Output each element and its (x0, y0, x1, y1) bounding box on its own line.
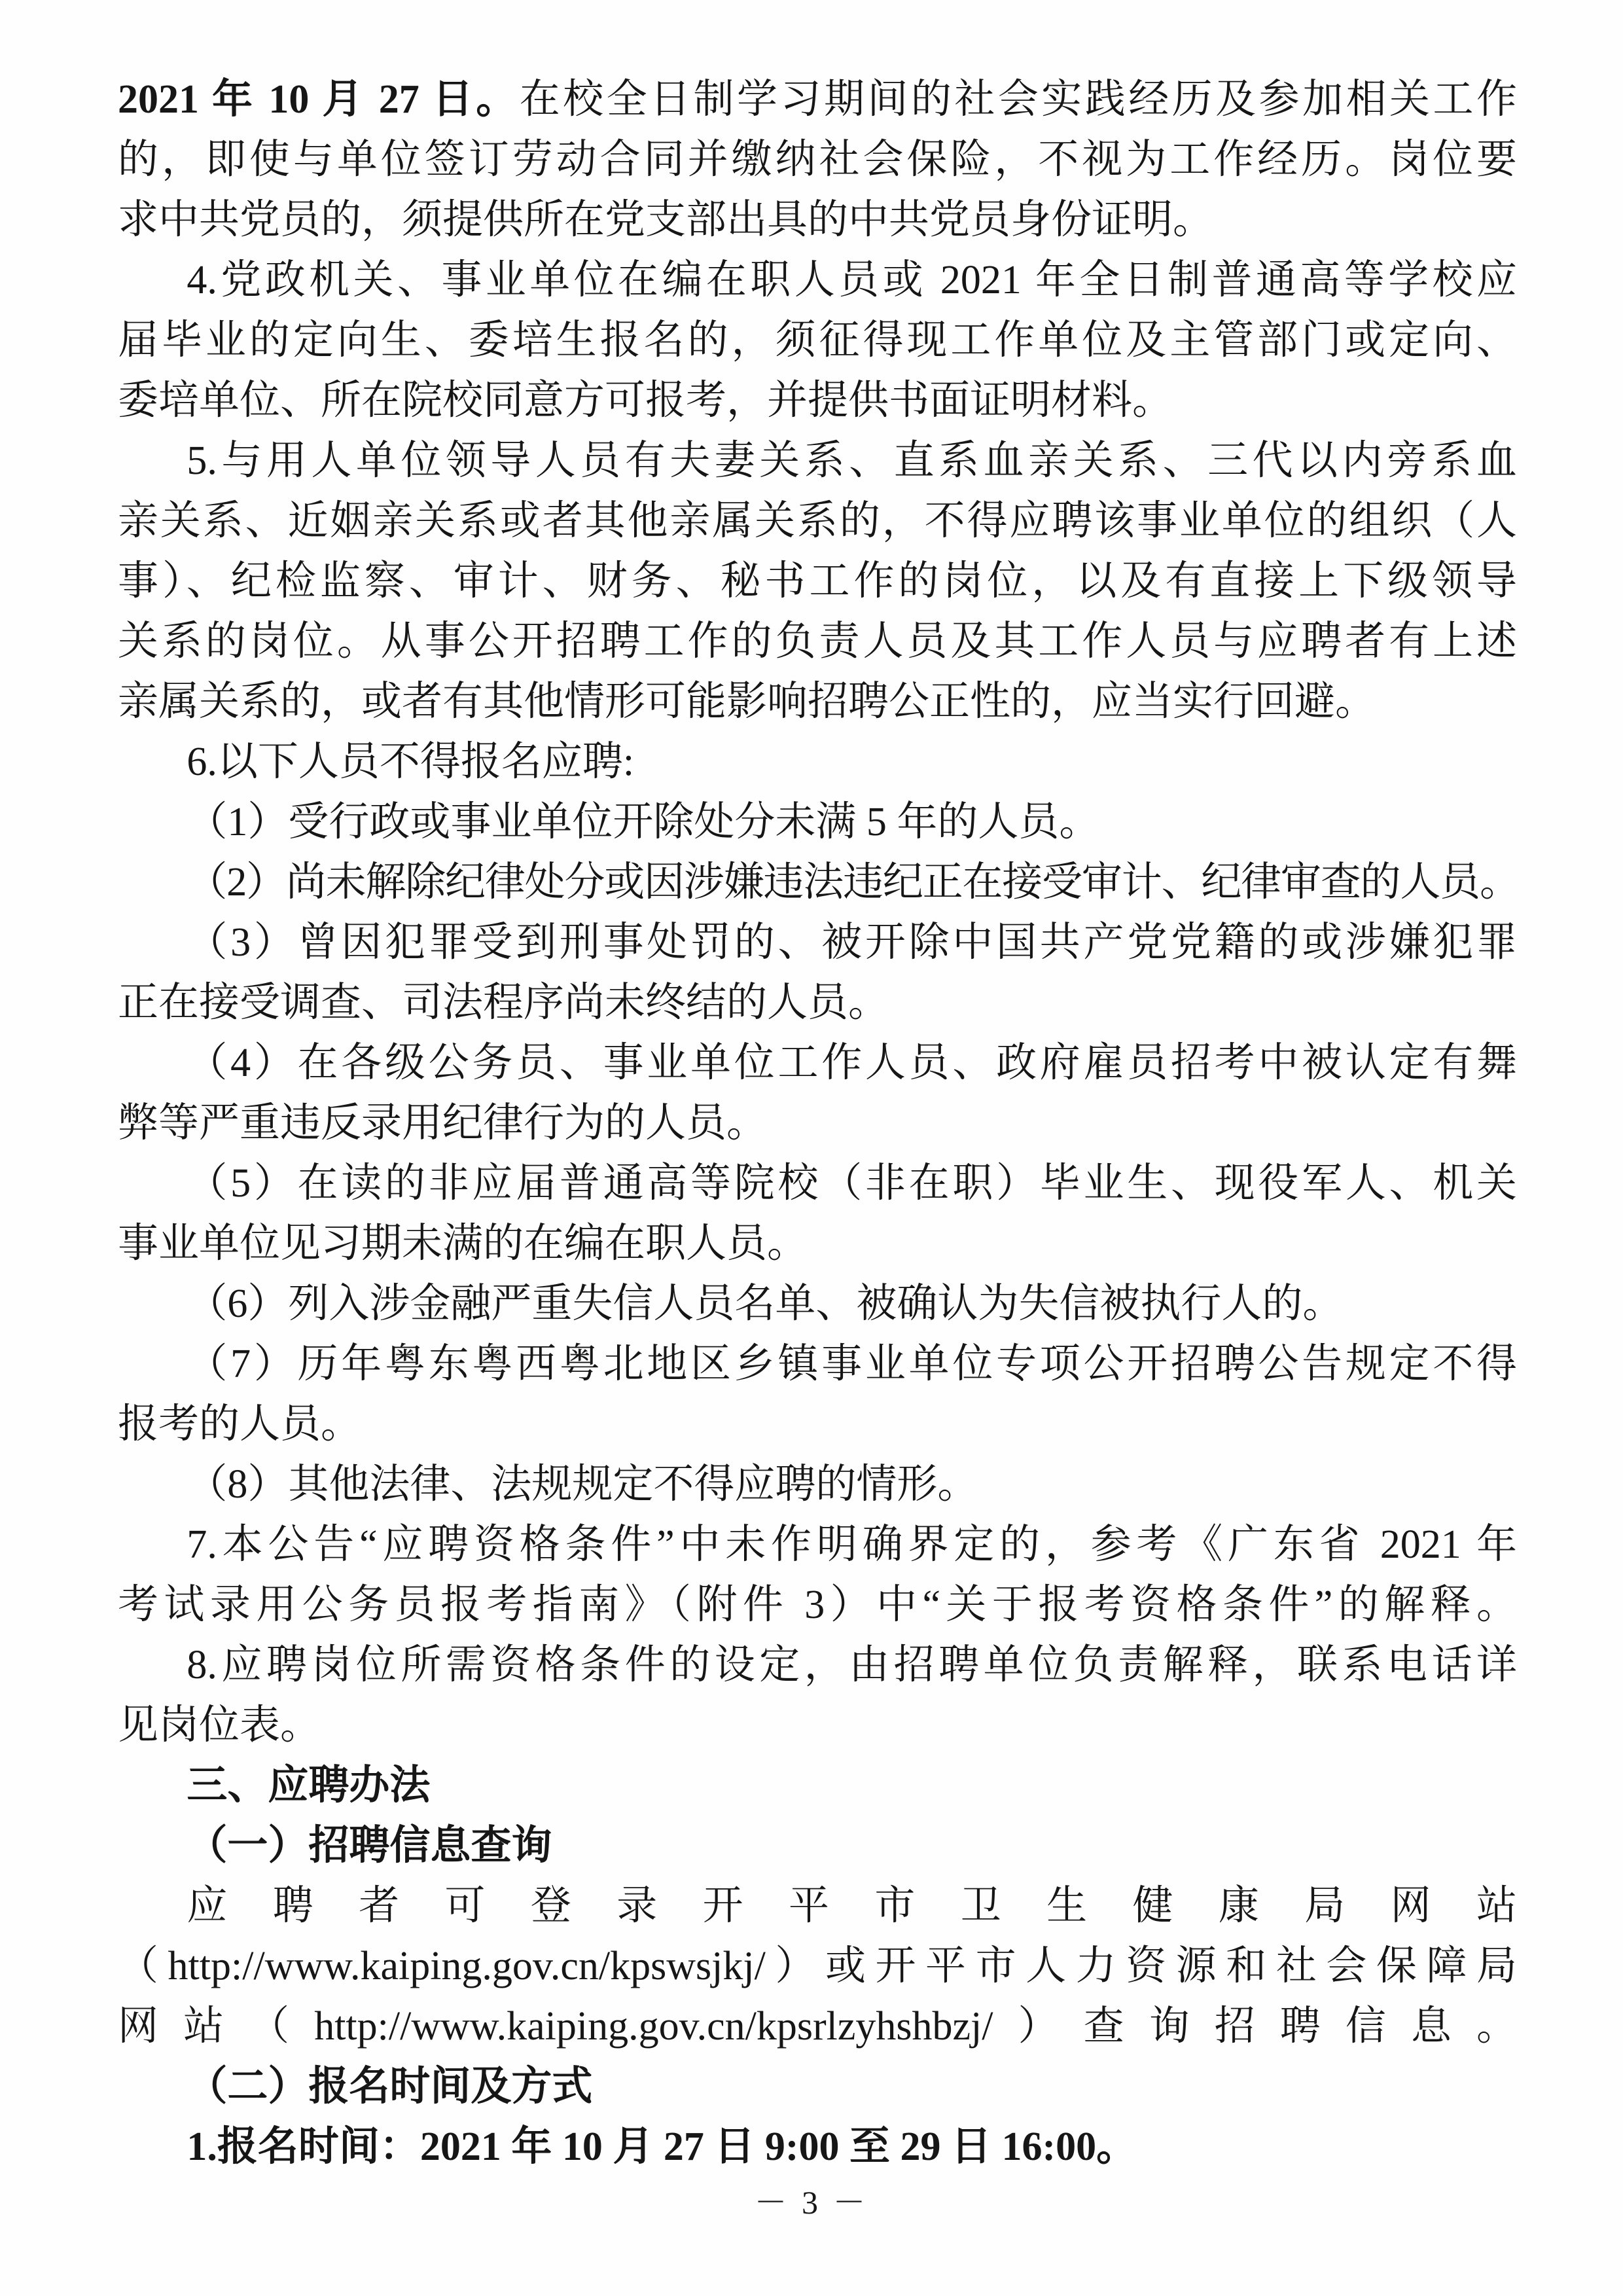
line-item7-2: 考试录用公务员报考指南》（附件 3）中“关于报考资格条件”的解释。 (118, 1583, 1517, 1627)
heading-signup-time-method: （二）报名时间及方式 (187, 2064, 593, 2109)
line-disqual-3a: （3）曾因犯罪受到刑事处罚的、被开除中国共产党党籍的或涉嫌犯罪 (187, 920, 1517, 965)
line-signup-time: 1.报名时间：2021 年 10 月 27 日 9:00 至 29 日 16:00。 (187, 2125, 1137, 2169)
line-disqual-8: （8）其他法律、法规规定不得应聘的情形。 (187, 1462, 978, 1507)
line-deadline-intro (118, 69, 1517, 130)
line-item5-4: 关系的岗位。从事公开招聘工作的负责人员及其工作人员与应聘者有上述 (118, 619, 1517, 664)
line-item4-3: 委培单位、所在院校同意方可报考，并提供书面证明材料。 (118, 378, 1173, 423)
bold-date-run: 2021 年 10 月 27 日。 (118, 77, 520, 122)
line-item6-heading: 6.以下人员不得报名应聘: (187, 740, 635, 784)
line-url-hr-bureau: 网站（http://www.kaiping.gov.cn/kpsrlzyhshbzj/）查询招聘信息。 (118, 2004, 1517, 2049)
line-disqual-2: （2）尚未解除纪律处分或因涉嫌违法违纪正在接受审计、纪律审查的人员。 (187, 860, 1517, 905)
line-disqual-4b: 弊等严重违反录用纪律行为的人员。 (118, 1101, 768, 1145)
heading-section-3-methods: 三、应聘办法 (187, 1763, 431, 1808)
line-item8-2: 见岗位表。 (118, 1703, 321, 1748)
line-item4-2: 届毕业的定向生、委培生报名的，须征得现工作单位及主管部门或定向、 (118, 318, 1517, 363)
line-item7-1: 7.本公告“应聘资格条件”中未作明确界定的，参考《广东省 2021 年 (187, 1522, 1517, 1567)
line-disqual-4a: （4）在各级公务员、事业单位工作人员、政府雇员招考中被认定有舞 (187, 1041, 1517, 1085)
page-number: － 3 － (754, 2184, 869, 2221)
line-item5-5: 亲属关系的，或者有其他情形可能影响招聘公正性的，应当实行回避。 (118, 679, 1376, 724)
line-disqual-6: （6）列入涉金融严重失信人员名单、被确认为失信被执行人的。 (187, 1282, 1344, 1326)
line-disqual-5b: 事业单位见习期未满的在编在职人员。 (118, 1221, 808, 1266)
line-item5-3: 事）、纪检监察、审计、财务、秘书工作的岗位，以及有直接上下级领导 (118, 559, 1517, 603)
line-work-history-1: 的，即使与单位签订劳动合同并缴纳社会保险，不视为工作经历。岗位要 (118, 137, 1517, 182)
line-disqual-7b: 报考的人员。 (118, 1402, 362, 1446)
intro-continuation: 在校全日制学习期间的社会实践经历及参加相关工作 (519, 77, 1517, 122)
line-item4-1: 4.党政机关、事业单位在编在职人员或 2021 年全日制普通高等学校应 (187, 258, 1517, 302)
line-website-spread: 应聘者可登录开平市卫生健康局网站 (187, 1884, 1517, 1928)
line-url-health-bureau: （http://www.kaiping.gov.cn/kpswsjkj/）或开平市人力资源和社会保障局 (118, 1944, 1517, 1988)
document-body (118, 69, 1517, 2177)
line-disqual-3b: 正在接受调查、司法程序尚未终结的人员。 (118, 980, 889, 1025)
line-disqual-1: （1）受行政或事业单位开除处分未满 5 年的人员。 (187, 800, 1100, 844)
line-work-history-2: 求中共党员的，须提供所在党支部出具的中共党员身份证明。 (118, 198, 1214, 242)
line-item8-1: 8.应聘岗位所需资格条件的设定，由招聘单位负责解释，联系电话详 (187, 1643, 1517, 1687)
line-item5-2: 亲关系、近姻亲关系或者其他亲属关系的，不得应聘该事业单位的组织（人 (118, 499, 1517, 543)
line-disqual-7a: （7）历年粤东粤西粤北地区乡镇事业单位专项公开招聘公告规定不得 (187, 1342, 1517, 1386)
heading-info-query: （一）招聘信息查询 (187, 1823, 552, 1868)
line-item5-1: 5.与用人单位领导人员有夫妻关系、直系血亲关系、三代以内旁系血 (187, 439, 1517, 483)
line-disqual-5a: （5）在读的非应届普通高等院校（非在职）毕业生、现役军人、机关 (187, 1161, 1517, 1206)
